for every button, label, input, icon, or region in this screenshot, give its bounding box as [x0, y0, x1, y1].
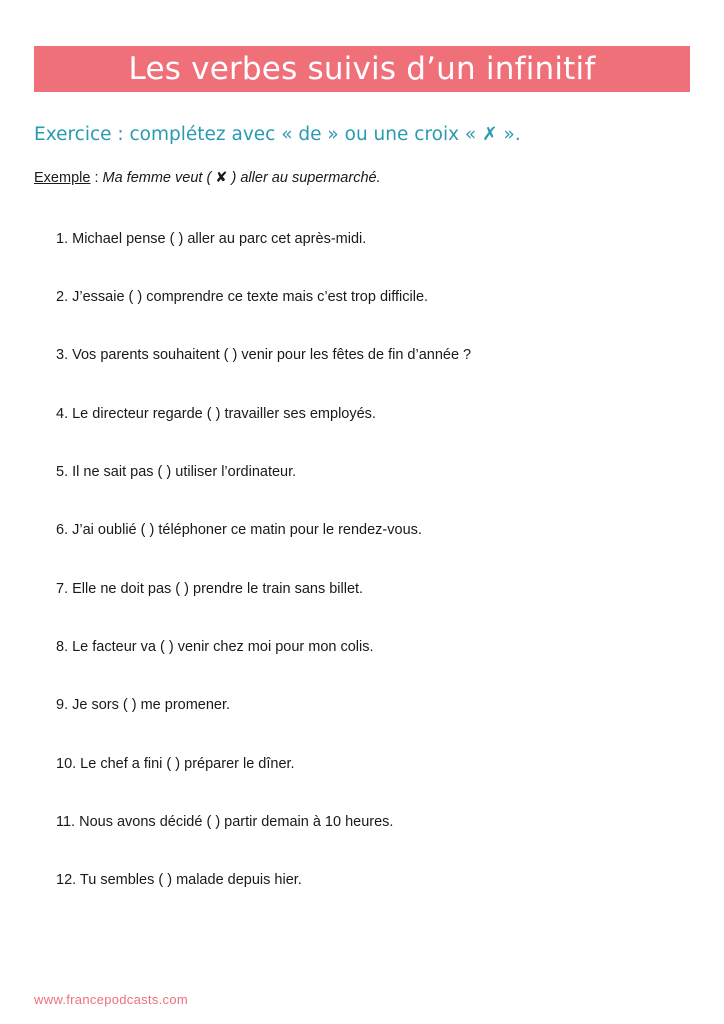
example-after: ) aller au supermarché. — [227, 170, 381, 186]
instruction-end: ». — [497, 124, 521, 145]
exercise-item-5: 5. Il ne sait pas ( ) utiliser l’ordinateur. — [56, 464, 297, 480]
exercise-item-1: 1. Michael pense ( ) aller au parc cet après-midi. — [56, 231, 367, 247]
example-cross-icon: ✘ — [215, 170, 228, 186]
exercise-item-6: 6. J’ai oublié ( ) téléphoner ce matin pour le rendez-vous. — [56, 522, 422, 538]
example-label: Exemple — [34, 170, 91, 186]
example-sentence — [103, 170, 381, 186]
exercise-item-11: 11. Nous avons décidé ( ) partir demain à 10 heures. — [56, 814, 394, 830]
exercise-item-3: 3. Vos parents souhaitent ( ) venir pour les fêtes de fin d’année ? — [56, 347, 472, 363]
footer-website: www.francepodcasts.com — [34, 992, 188, 1007]
cross-mark-icon: ✗ — [482, 124, 498, 145]
example-separator: : — [90, 170, 103, 186]
title-banner — [34, 46, 690, 92]
exercise-instruction — [34, 124, 521, 145]
exercise-item-7: 7. Elle ne doit pas ( ) prendre le train sans billet. — [56, 581, 364, 597]
exercise-item-10: 10. Le chef a fini ( ) préparer le dîner. — [56, 756, 295, 772]
example-line — [34, 170, 381, 186]
exercise-item-4: 4. Le directeur regarde ( ) travailler ses employés. — [56, 406, 376, 422]
exercise-item-8: 8. Le facteur va ( ) venir chez moi pour mon colis. — [56, 639, 374, 655]
page-title: Les verbes suivis d’un infinitif — [128, 51, 596, 87]
exercise-item-12: 12. Tu sembles ( ) malade depuis hier. — [56, 872, 302, 888]
exercise-item-2: 2. J’essaie ( ) comprendre ce texte mais c’est trop difficile. — [56, 289, 429, 305]
example-before: Ma femme veut ( — [102, 170, 216, 186]
instruction-text: Exercice : complétez avec « de » ou une croix « — [34, 124, 477, 145]
exercise-item-9: 9. Je sors ( ) me promener. — [56, 697, 231, 713]
